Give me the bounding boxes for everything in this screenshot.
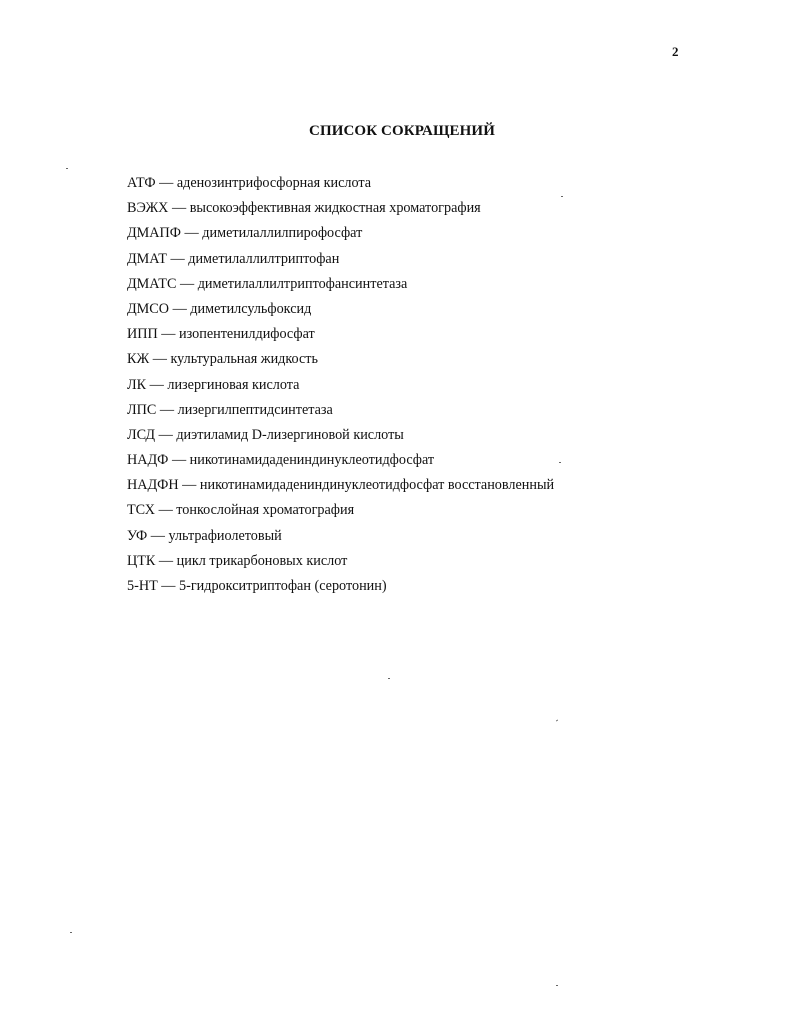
- abbreviation-item: [127, 173, 554, 198]
- abbreviation-definition: цикл трикарбоновых кислот: [176, 552, 348, 569]
- abbreviation-definition: лизергилпептидсинтетаза: [177, 401, 333, 418]
- abbreviation-definition: лизергиновая кислота: [167, 376, 300, 393]
- abbreviation-definition: диметилсульфоксид: [190, 300, 312, 317]
- abbreviation-term: ЛК: [127, 376, 147, 393]
- abbreviation-item: [127, 349, 554, 374]
- abbreviation-separator: —: [171, 452, 187, 469]
- abbreviation-definition: диметилаллилтриптофан: [188, 250, 340, 267]
- abbreviation-term: 5-НТ: [127, 578, 158, 594]
- abbreviation-definition: высокоэффективная жидкостная хроматография: [189, 200, 481, 217]
- abbreviation-term: ДМАПФ: [127, 225, 181, 242]
- abbreviation-item: [127, 249, 554, 274]
- abbreviation-separator: —: [158, 552, 174, 569]
- abbreviation-item: [127, 450, 554, 475]
- abbreviation-item: [127, 500, 554, 525]
- scan-speck: [556, 719, 558, 721]
- abbreviation-definition: диэтиламид D-лизергиновой кислоты: [176, 426, 404, 443]
- abbreviation-term: НАДФН: [127, 477, 179, 494]
- abbreviation-term: ЦТК: [127, 552, 156, 569]
- abbreviation-term: ДМСО: [127, 300, 170, 317]
- abbreviation-separator: —: [172, 300, 187, 317]
- scan-speck: [66, 168, 68, 169]
- abbreviation-term: ДМАТС: [127, 275, 177, 292]
- abbreviation-definition: ультрафиолетовый: [168, 527, 282, 544]
- abbreviation-definition: 5-гидрокситриптофан (серотонин): [179, 578, 387, 594]
- abbreviation-separator: —: [158, 426, 173, 443]
- scan-speck: [559, 462, 561, 463]
- scan-speck: [556, 985, 558, 986]
- abbreviation-item: [127, 274, 554, 299]
- abbreviation-definition: диметилаллилтриптофансинтетаза: [197, 275, 408, 292]
- abbreviation-separator: —: [161, 578, 176, 594]
- abbreviation-item: [127, 526, 554, 551]
- abbreviation-list: [127, 173, 554, 601]
- scan-speck: [70, 932, 72, 933]
- abbreviation-item: [127, 299, 554, 324]
- abbreviation-item: [127, 576, 554, 601]
- abbreviation-term: ИПП: [127, 326, 158, 343]
- abbreviation-separator: —: [179, 275, 195, 292]
- abbreviation-definition: аденозинтрифосфорная кислота: [176, 175, 372, 191]
- abbreviation-separator: —: [182, 477, 197, 494]
- abbreviation-term: ДМАТ: [127, 250, 167, 267]
- scan-speck: [388, 678, 390, 679]
- abbreviation-term: КЖ: [127, 351, 150, 368]
- abbreviation-separator: —: [159, 175, 174, 191]
- abbreviation-term: АТФ: [127, 175, 156, 191]
- abbreviation-item: [127, 198, 554, 223]
- abbreviation-definition: тонкослойная хроматография: [176, 502, 355, 519]
- abbreviation-separator: —: [149, 376, 164, 393]
- abbreviation-item: [127, 400, 554, 425]
- abbreviation-term: ВЭЖХ: [127, 200, 169, 217]
- abbreviation-item: [127, 475, 554, 500]
- abbreviation-definition: культуральная жидкость: [170, 351, 318, 368]
- abbreviation-term: НАДФ: [127, 452, 169, 469]
- abbreviation-definition: никотинамидадениндинуклеотидфосфат восстановленный: [199, 477, 555, 494]
- abbreviation-term: ТСХ: [127, 502, 156, 519]
- abbreviation-definition: диметилаллилпирофосфат: [202, 225, 363, 242]
- abbreviation-separator: —: [184, 225, 199, 242]
- abbreviation-separator: —: [158, 502, 173, 519]
- abbreviation-term: ЛПС: [127, 401, 157, 418]
- abbreviation-separator: —: [152, 351, 167, 368]
- abbreviation-item: [127, 425, 554, 450]
- abbreviation-item: [127, 324, 554, 349]
- abbreviation-term: УФ: [127, 527, 148, 544]
- abbreviation-definition: изопентенилдифосфат: [179, 326, 315, 343]
- abbreviation-separator: —: [171, 200, 187, 217]
- abbreviation-term: ЛСД: [127, 426, 156, 443]
- abbreviation-definition: никотинамидадениндинуклеотидфосфат: [189, 452, 435, 469]
- abbreviation-item: [127, 551, 554, 576]
- abbreviation-separator: —: [161, 326, 176, 343]
- abbreviation-item: [127, 375, 554, 400]
- abbreviation-separator: —: [159, 401, 175, 418]
- abbreviation-separator: —: [150, 527, 165, 544]
- abbreviation-item: [127, 223, 554, 248]
- page-number: 2: [672, 44, 679, 59]
- abbreviation-separator: —: [170, 250, 185, 267]
- page-title: СПИСОК СОКРАЩЕНИЙ: [309, 123, 495, 139]
- scan-speck: [561, 196, 563, 197]
